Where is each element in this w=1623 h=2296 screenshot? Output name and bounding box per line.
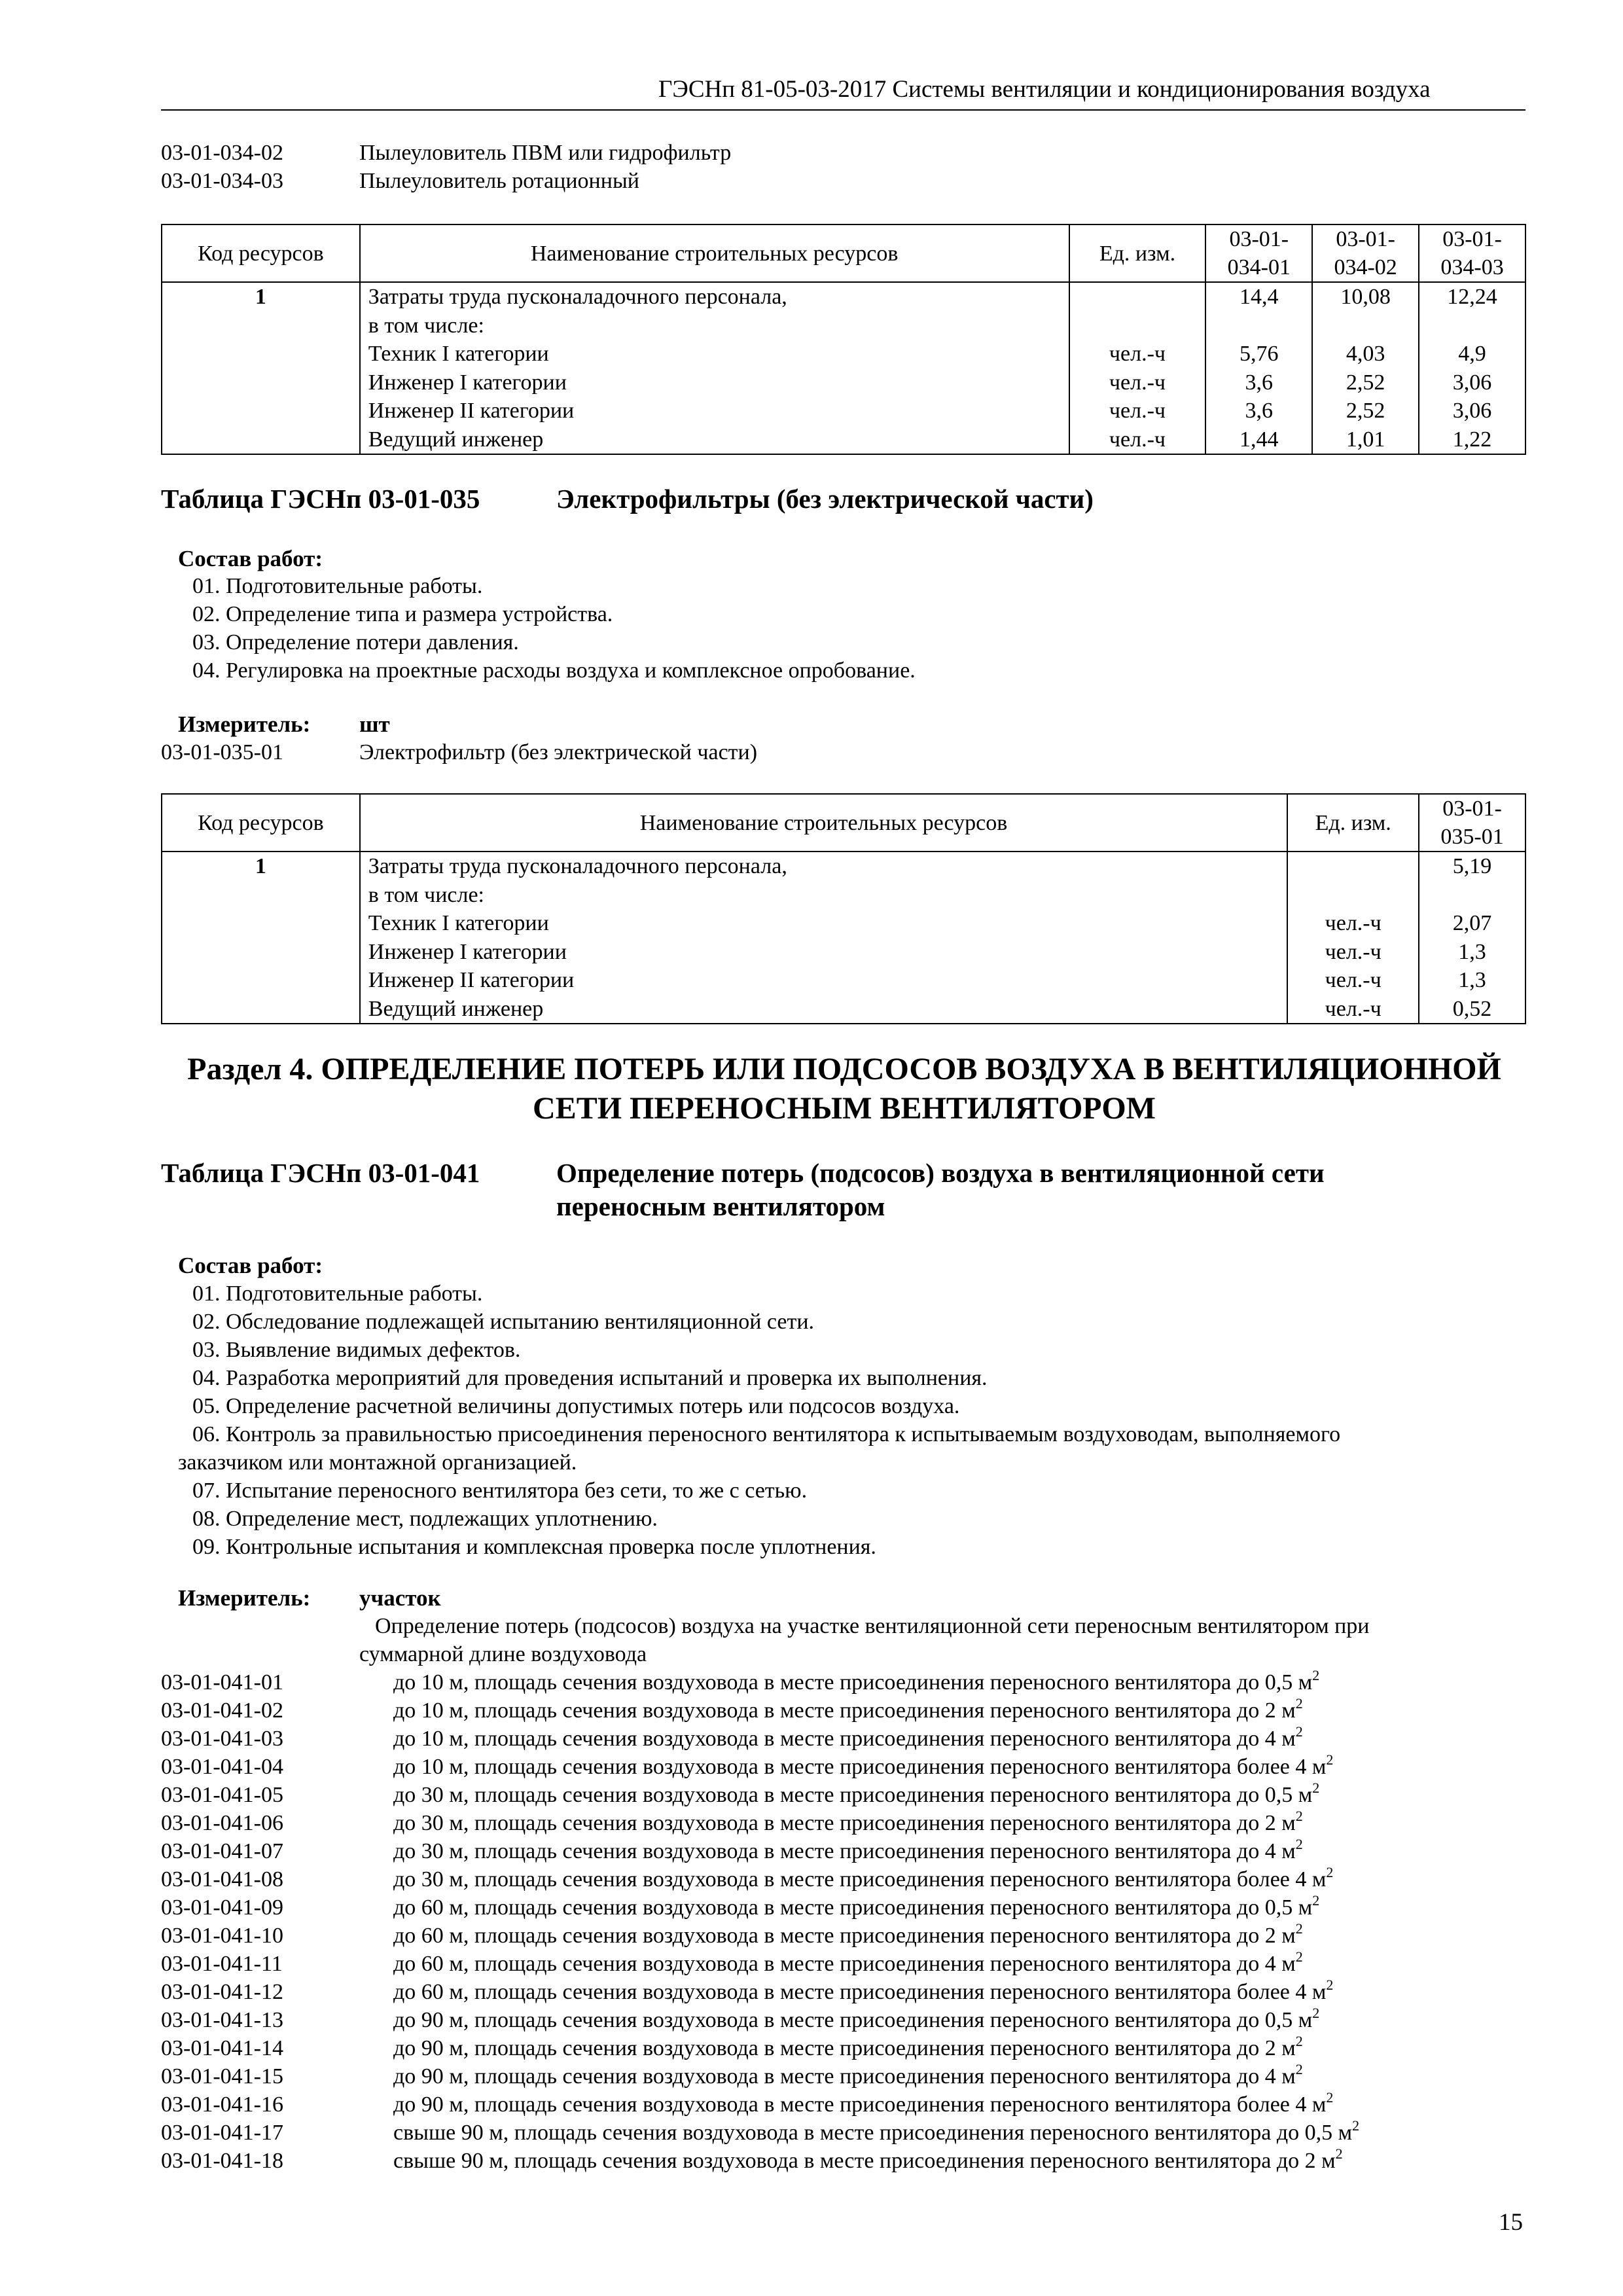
code-text: Пылеуловитель ПВМ или гидрофильтр xyxy=(359,141,732,165)
table-label-035: Таблица ГЭСНп 03-01-035 xyxy=(161,484,480,514)
header-unit: Ед. изм. xyxy=(1287,794,1419,852)
meter-description: Определение потерь (подсосов) воздуха на участке вентиляционной сети переносным вентилятором при xyxy=(375,1614,1370,1638)
work-item: 01. Подготовительные работы. xyxy=(192,1282,483,1306)
header-code: Код ресурсов xyxy=(162,224,360,282)
works-label: Состав работ: xyxy=(178,546,323,571)
table-header-row xyxy=(162,794,1525,852)
works-label: Состав работ: xyxy=(178,1253,323,1278)
table-title-041-cont: переносным вентилятором xyxy=(556,1191,885,1221)
section-heading-line2: СЕТИ ПЕРЕНОСНЫМ ВЕНТИЛЯТОРОМ xyxy=(533,1091,1156,1126)
code-line xyxy=(161,738,757,766)
row-names: Затраты труда пусконаладочного персонала, в том числе: Техник I категории Инженер I категории Инженер II категории Ведущий инженер xyxy=(360,852,1288,1024)
row-code: 1 xyxy=(162,282,360,454)
meter-description-cont: суммарной длине воздуховода xyxy=(359,1642,647,1666)
meter-label: Измеритель: xyxy=(178,1585,311,1611)
items-list xyxy=(161,1668,1359,2175)
code: 03-01-034-02 xyxy=(161,141,283,165)
list-item: 03-01-041-11 до 60 м, площадь сечения воздуховода в месте присоединения переносного вентилятора до 4 $м^2$ xyxy=(161,1948,1303,1976)
list-item: 03-01-041-08 до 30 м, площадь сечения воздуховода в месте присоединения переносного вентилятора более 4 $м^2$ xyxy=(161,1864,1334,1892)
list-item: 03-01-041-09 до 60 м, площадь сечения воздуховода в месте присоединения переносного вентилятора до 0,5 $м^2$ xyxy=(161,1892,1320,1920)
list-item: 03-01-041-14 до 90 м, площадь сечения воздуховода в месте присоединения переносного вентилятора до 2 $м^2$ xyxy=(161,2033,1303,2060)
list-item: 03-01-041-10 до 60 м, площадь сечения воздуховода в месте присоединения переносного вентилятора до 2 $м^2$ xyxy=(161,1920,1303,1948)
header-code: Код ресурсов xyxy=(162,794,360,852)
list-item: 03-01-041-13 до 90 м, площадь сечения воздуховода в месте присоединения переносного вентилятора до 0,5 $м^2$ xyxy=(161,2005,1320,2032)
work-item: 02. Определение типа и размера устройства. xyxy=(192,602,613,626)
row-units: чел.-ч чел.-ч чел.-ч чел.-ч xyxy=(1069,282,1206,454)
list-item: 03-01-041-16 до 90 м, площадь сечения воздуховода в месте присоединения переносного вентилятора более 4 $м^2$ xyxy=(161,2089,1334,2117)
work-item: 01. Подготовительные работы. xyxy=(192,574,483,598)
header-name: Наименование строительных ресурсов xyxy=(360,224,1069,282)
list-item: 03-01-041-06 до 30 м, площадь сечения воздуховода в месте присоединения переносного вентилятора до 2 $м^2$ xyxy=(161,1808,1303,1835)
list-item: 03-01-041-15 до 90 м, площадь сечения воздуховода в месте присоединения переносного вентилятора до 4 $м^2$ xyxy=(161,2061,1303,2089)
work-item: 03. Выявление видимых дефектов. xyxy=(192,1338,521,1362)
header-unit: Ед. изм. xyxy=(1069,224,1206,282)
meter-unit: участок xyxy=(359,1585,441,1611)
list-item: 03-01-041-03 до 10 м, площадь сечения воздуховода в месте присоединения переносного вентилятора до 4 $м^2$ xyxy=(161,1723,1303,1751)
header-col: 03-01- 034-01 xyxy=(1205,224,1312,282)
row-values: 5,19 2,07 1,3 1,3 0,52 xyxy=(1419,852,1525,1024)
list-item: 03-01-041-04 до 10 м, площадь сечения воздуховода в месте присоединения переносного вентилятора более 4 $м^2$ xyxy=(161,1751,1334,1779)
section-heading-line1: Раздел 4. ОПРЕДЕЛЕНИЕ ПОТЕРЬ ИЛИ ПОДСОСОВ ВОЗДУХА В ВЕНТИЛЯЦИОННОЙ xyxy=(187,1052,1501,1086)
table-title-035: Электрофильтры (без электрической части) xyxy=(556,484,1094,514)
code-text: Пылеуловитель ротационный xyxy=(359,169,639,193)
work-item: 05. Определение расчетной величины допустимых потерь или подсосов воздуха. xyxy=(192,1394,960,1418)
top-code-line xyxy=(161,139,731,167)
table-label-041: Таблица ГЭСНп 03-01-041 xyxy=(161,1158,480,1188)
header-rule xyxy=(161,109,1525,111)
row-names: Затраты труда пусконаладочного персонала, в том числе: Техник I категории Инженер I категории Инженер II категории Ведущий инженер xyxy=(360,282,1069,454)
resources-table-035 xyxy=(161,793,1526,1024)
work-item: 04. Разработка мероприятий для проведения испытаний и проверка их выполнения. xyxy=(192,1366,988,1390)
row-units: чел.-ч чел.-ч чел.-ч чел.-ч xyxy=(1287,852,1419,1024)
code: 03-01-034-03 xyxy=(161,169,283,193)
work-item: 04. Регулировка на проектные расходы воздуха и комплексное опробование. xyxy=(192,658,916,683)
list-item: 03-01-041-01 до 10 м, площадь сечения воздуховода в месте присоединения переносного вентилятора до 0,5 $м^2$ xyxy=(161,1667,1320,1695)
work-item: 06. Контроль за правильностью присоединения переносного вентилятора к испытываемым воздуховодам, выполняемого xyxy=(192,1422,1341,1446)
code: 03-01-035-01 xyxy=(161,740,283,764)
list-item: 03-01-041-18 свыше 90 м, площадь сечения воздуховода в месте присоединения переносного вентилятора до 2 $м^2$ xyxy=(161,2145,1343,2173)
table-header-row xyxy=(162,224,1525,282)
meter-unit: шт xyxy=(359,711,390,737)
top-code-line xyxy=(161,167,639,195)
code-text: Электрофильтр (без электрической части) xyxy=(359,740,758,764)
list-item: 03-01-041-17 свыше 90 м, площадь сечения воздуховода в месте присоединения переносного вентилятора до 0,5 $м^2$ xyxy=(161,2117,1360,2145)
running-header-title: ГЭСНп 81-05-03-2017 Системы вентиляции и кондиционирования воздуха xyxy=(658,76,1431,103)
header-col: 03-01- 034-02 xyxy=(1312,224,1419,282)
table-row xyxy=(162,282,1525,454)
row-values: 10,08 4,03 2,52 2,52 1,01 xyxy=(1312,282,1419,454)
row-values: 12,24 4,9 3,06 3,06 1,22 xyxy=(1419,282,1525,454)
table-row xyxy=(162,852,1525,1024)
resources-table-034 xyxy=(161,224,1526,455)
work-item: 07. Испытание переносного вентилятора без сети, то же с сетью. xyxy=(192,1479,808,1503)
table-title-041: Определение потерь (подсосов) воздуха в вентиляционной сети xyxy=(556,1158,1325,1188)
work-item-cont: заказчиком или монтажной организацией. xyxy=(178,1450,577,1475)
header-col: 03-01- 034-03 xyxy=(1419,224,1525,282)
list-item: 03-01-041-05 до 30 м, площадь сечения воздуховода в месте присоединения переносного вентилятора до 0,5 $м^2$ xyxy=(161,1780,1320,1807)
work-item: 08. Определение мест, подлежащих уплотнению. xyxy=(192,1507,658,1531)
row-code: 1 xyxy=(162,852,360,1024)
header-col: 03-01- 035-01 xyxy=(1419,794,1525,852)
work-item: 09. Контрольные испытания и комплексная проверка после уплотнения. xyxy=(192,1535,876,1559)
row-values: 14,4 5,76 3,6 3,6 1,44 xyxy=(1205,282,1312,454)
list-item: 03-01-041-07 до 30 м, площадь сечения воздуховода в месте присоединения переносного вентилятора до 4 $м^2$ xyxy=(161,1836,1303,1863)
list-item: 03-01-041-02 до 10 м, площадь сечения воздуховода в месте присоединения переносного вентилятора до 2 $м^2$ xyxy=(161,1695,1303,1723)
works-list xyxy=(192,572,916,685)
works-list xyxy=(178,1280,1341,1561)
header-name: Наименование строительных ресурсов xyxy=(360,794,1288,852)
work-item: 03. Определение потери давления. xyxy=(192,630,519,655)
work-item: 02. Обследование подлежащей испытанию вентиляционной сети. xyxy=(192,1310,815,1334)
list-item: 03-01-041-12 до 60 м, площадь сечения воздуховода в месте присоединения переносного вентилятора более 4 $м^2$ xyxy=(161,1977,1334,2004)
meter-label: Измеритель: xyxy=(178,711,311,737)
page-number: 15 xyxy=(1499,2209,1523,2236)
